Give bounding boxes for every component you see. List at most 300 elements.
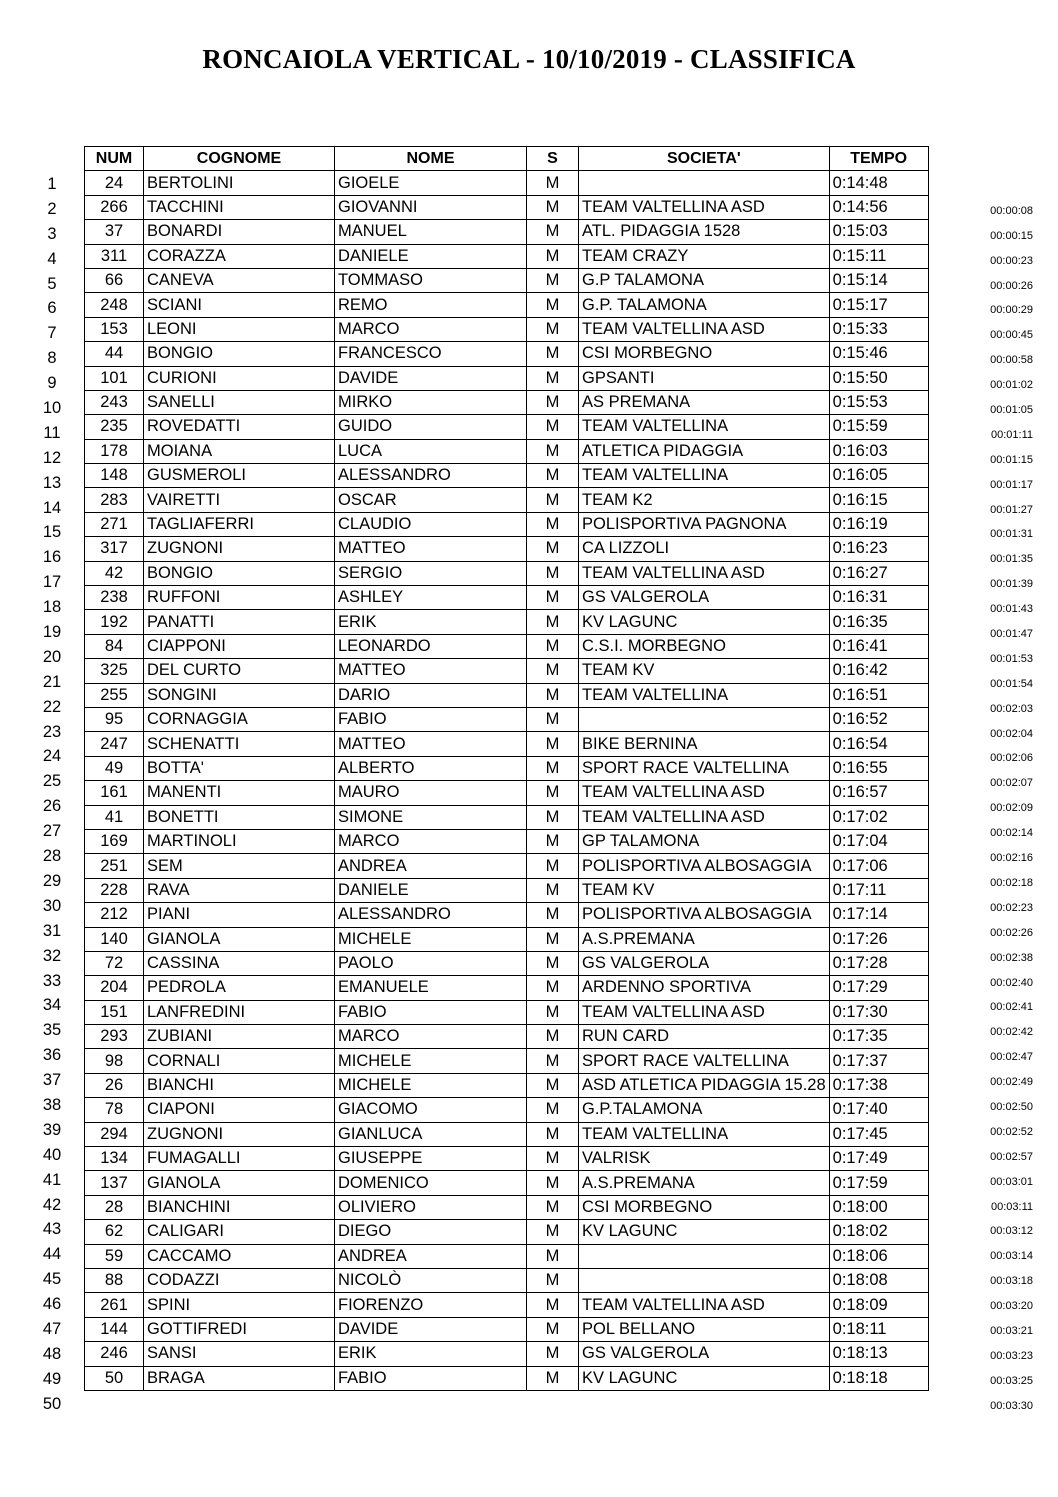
header-nome: NOME (335, 147, 527, 171)
cell-societa: CA LIZZOLI (579, 537, 830, 561)
cell-sesso: M (527, 732, 579, 756)
table-row (85, 439, 929, 463)
table-row (85, 829, 929, 853)
gap-time: 00:01:05 (990, 404, 1033, 417)
cell-tempo: 0:16:23 (829, 537, 928, 561)
position-number: 24 (42, 747, 62, 766)
cell-sesso: M (527, 195, 579, 219)
position-number: 31 (42, 921, 62, 940)
cell-nome: FABIO (335, 1000, 527, 1024)
cell-nome: REMO (335, 293, 527, 317)
table-row (85, 220, 929, 244)
gap-time: 00:01:31 (990, 528, 1033, 541)
cell-cognome: CORAZZA (144, 244, 335, 268)
position-number: 20 (42, 647, 62, 666)
cell-societa: POLISPORTIVA PAGNONA (579, 512, 830, 536)
table-row (85, 1220, 929, 1244)
table-row (85, 854, 929, 878)
header-societa: SOCIETA' (579, 147, 830, 171)
cell-societa (579, 707, 830, 731)
cell-sesso: M (527, 342, 579, 366)
table-row (85, 805, 929, 829)
cell-sesso: M (527, 805, 579, 829)
cell-sesso: M (527, 1244, 579, 1268)
gap-time: 00:01:17 (990, 478, 1033, 491)
cell-sesso: M (527, 366, 579, 390)
gap-time: 00:02:07 (990, 777, 1033, 790)
cell-nome: GUIDO (335, 415, 527, 439)
cell-sesso: M (527, 927, 579, 951)
cell-cognome: GOTTIFREDI (144, 1317, 335, 1341)
cell-sesso: M (527, 1147, 579, 1171)
header-sesso: S (527, 147, 579, 171)
position-number: 50 (42, 1394, 62, 1413)
cell-cognome: CASSINA (144, 951, 335, 975)
cell-societa: G.P TALAMONA (579, 268, 830, 292)
cell-num: 255 (85, 683, 144, 707)
cell-societa: AS PREMANA (579, 390, 830, 414)
cell-tempo: 0:16:54 (829, 732, 928, 756)
position-number: 11 (43, 423, 61, 442)
cell-cognome: RAVA (144, 878, 335, 902)
cell-num: 26 (85, 1073, 144, 1097)
cell-societa: G.P. TALAMONA (579, 293, 830, 317)
gap-time: 00:03:14 (990, 1250, 1033, 1263)
cell-cognome: LEONI (144, 317, 335, 341)
table-row (85, 683, 929, 707)
table-row (85, 1147, 929, 1171)
table-row (85, 488, 929, 512)
cell-nome: MARCO (335, 829, 527, 853)
header-cognome: COGNOME (144, 147, 335, 171)
cell-num: 248 (85, 293, 144, 317)
cell-sesso: M (527, 951, 579, 975)
cell-nome: MARCO (335, 317, 527, 341)
cell-sesso: M (527, 1122, 579, 1146)
cell-sesso: M (527, 976, 579, 1000)
cell-cognome: FUMAGALLI (144, 1147, 335, 1171)
gap-time: 00:02:49 (990, 1076, 1033, 1089)
cell-tempo: 0:17:06 (829, 854, 928, 878)
table-row (85, 951, 929, 975)
cell-societa: VALRISK (579, 1147, 830, 1171)
cell-cognome: CIAPPONI (144, 634, 335, 658)
cell-sesso: M (527, 586, 579, 610)
cell-num: 311 (85, 244, 144, 268)
cell-societa: TEAM VALTELLINA ASD (579, 561, 830, 585)
header-tempo: TEMPO (829, 147, 928, 171)
cell-sesso: M (527, 293, 579, 317)
cell-societa: POLISPORTIVA ALBOSAGGIA (579, 854, 830, 878)
table-row (85, 512, 929, 536)
gap-time: 00:01:02 (990, 379, 1033, 392)
gap-time: 00:02:50 (990, 1100, 1033, 1113)
cell-tempo: 0:14:56 (829, 195, 928, 219)
cell-num: 271 (85, 512, 144, 536)
cell-num: 283 (85, 488, 144, 512)
cell-nome: DARIO (335, 683, 527, 707)
position-number: 23 (42, 722, 62, 741)
cell-societa: SPORT RACE VALTELLINA (579, 756, 830, 780)
cell-cognome: SANELLI (144, 390, 335, 414)
cell-cognome: SCIANI (144, 293, 335, 317)
gap-column (930, 146, 1058, 1417)
cell-nome: FRANCESCO (335, 342, 527, 366)
cell-sesso: M (527, 756, 579, 780)
cell-nome: DAVIDE (335, 366, 527, 390)
table-row (85, 878, 929, 902)
table-row (85, 171, 929, 195)
cell-sesso: M (527, 903, 579, 927)
position-number: 44 (42, 1245, 62, 1264)
cell-tempo: 0:17:38 (829, 1073, 928, 1097)
results-table (84, 146, 929, 1391)
table-row (85, 464, 929, 488)
cell-cognome: BONARDI (144, 220, 335, 244)
cell-sesso: M (527, 1366, 579, 1390)
gap-time: 00:01:54 (990, 677, 1033, 690)
position-column (0, 146, 84, 1417)
cell-cognome: ZUGNONI (144, 537, 335, 561)
cell-num: 49 (85, 756, 144, 780)
position-number: 7 (47, 324, 57, 343)
cell-cognome: TACCHINI (144, 195, 335, 219)
cell-cognome: CORNALI (144, 1049, 335, 1073)
cell-nome: GIUSEPPE (335, 1147, 527, 1171)
gap-time: 00:00:08 (990, 204, 1033, 217)
cell-tempo: 0:17:28 (829, 951, 928, 975)
cell-num: 59 (85, 1244, 144, 1268)
cell-sesso: M (527, 1220, 579, 1244)
cell-tempo: 0:17:59 (829, 1171, 928, 1195)
cell-societa: POLISPORTIVA ALBOSAGGIA (579, 903, 830, 927)
table-row (85, 634, 929, 658)
table-row (85, 1244, 929, 1268)
cell-num: 261 (85, 1293, 144, 1317)
cell-sesso: M (527, 171, 579, 195)
gap-time: 00:01:35 (990, 553, 1033, 566)
cell-tempo: 0:16:42 (829, 659, 928, 683)
cell-nome: MIRKO (335, 390, 527, 414)
cell-num: 24 (85, 171, 144, 195)
cell-cognome: SCHENATTI (144, 732, 335, 756)
cell-num: 251 (85, 854, 144, 878)
cell-societa: C.S.I. MORBEGNO (579, 634, 830, 658)
cell-num: 144 (85, 1317, 144, 1341)
cell-nome: ANDREA (335, 854, 527, 878)
cell-num: 44 (85, 342, 144, 366)
cell-nome: NICOLÒ (335, 1268, 527, 1292)
cell-societa: TEAM VALTELLINA ASD (579, 1000, 830, 1024)
cell-tempo: 0:16:19 (829, 512, 928, 536)
cell-societa: TEAM VALTELLINA (579, 683, 830, 707)
cell-societa: GPSANTI (579, 366, 830, 390)
cell-num: 95 (85, 707, 144, 731)
cell-tempo: 0:17:02 (829, 805, 928, 829)
cell-nome: ALESSANDRO (335, 903, 527, 927)
cell-nome: SERGIO (335, 561, 527, 585)
table-row (85, 366, 929, 390)
gap-time: 00:00:15 (990, 229, 1033, 242)
gap-time: 00:01:39 (990, 578, 1033, 591)
cell-societa: TEAM KV (579, 878, 830, 902)
cell-cognome: BONGIO (144, 561, 335, 585)
position-number: 29 (42, 871, 62, 890)
cell-sesso: M (527, 1268, 579, 1292)
cell-num: 325 (85, 659, 144, 683)
cell-societa: TEAM CRAZY (579, 244, 830, 268)
cell-num: 72 (85, 951, 144, 975)
position-header-spacer (0, 146, 84, 172)
cell-tempo: 0:16:52 (829, 707, 928, 731)
cell-nome: CLAUDIO (335, 512, 527, 536)
cell-nome: DANIELE (335, 244, 527, 268)
cell-num: 235 (85, 415, 144, 439)
cell-tempo: 0:18:18 (829, 1366, 928, 1390)
cell-nome: ERIK (335, 1342, 527, 1366)
cell-nome: GIOVANNI (335, 195, 527, 219)
cell-num: 293 (85, 1025, 144, 1049)
cell-societa: TEAM VALTELLINA ASD (579, 805, 830, 829)
position-number: 46 (42, 1295, 62, 1314)
gap-time: 00:03:21 (990, 1324, 1033, 1337)
cell-societa: KV LAGUNC (579, 1220, 830, 1244)
cell-cognome: SEM (144, 854, 335, 878)
table-row (85, 659, 929, 683)
cell-tempo: 0:18:02 (829, 1220, 928, 1244)
gap-time: 00:02:57 (990, 1150, 1033, 1163)
cell-sesso: M (527, 829, 579, 853)
cell-nome: ANDREA (335, 1244, 527, 1268)
position-number: 40 (42, 1145, 62, 1164)
position-number: 21 (42, 672, 62, 691)
cell-tempo: 0:17:37 (829, 1049, 928, 1073)
table-row (85, 537, 929, 561)
cell-societa: POL BELLANO (579, 1317, 830, 1341)
table-row (85, 1293, 929, 1317)
table-row (85, 756, 929, 780)
table-row (85, 1049, 929, 1073)
cell-num: 62 (85, 1220, 144, 1244)
cell-cognome: BIANCHINI (144, 1195, 335, 1219)
gap-time: 00:03:18 (990, 1275, 1033, 1288)
cell-num: 161 (85, 781, 144, 805)
cell-num: 37 (85, 220, 144, 244)
cell-cognome: LANFREDINI (144, 1000, 335, 1024)
cell-tempo: 0:17:49 (829, 1147, 928, 1171)
cell-nome: FABIO (335, 1366, 527, 1390)
cell-nome: MANUEL (335, 220, 527, 244)
gap-time: 00:02:40 (990, 976, 1033, 989)
cell-tempo: 0:16:15 (829, 488, 928, 512)
cell-cognome: DEL CURTO (144, 659, 335, 683)
cell-tempo: 0:18:00 (829, 1195, 928, 1219)
cell-societa: SPORT RACE VALTELLINA (579, 1049, 830, 1073)
cell-societa: ARDENNO SPORTIVA (579, 976, 830, 1000)
header-row (85, 147, 929, 171)
cell-nome: SIMONE (335, 805, 527, 829)
position-number: 47 (42, 1319, 62, 1338)
cell-societa (579, 1268, 830, 1292)
gap-time: 00:00:26 (990, 279, 1033, 292)
cell-societa: G.P.TALAMONA (579, 1098, 830, 1122)
table-row (85, 610, 929, 634)
page-title: RONCAIOLA VERTICAL - 10/10/2019 - CLASSIFICA (202, 44, 856, 74)
gap-time: 00:02:38 (990, 951, 1033, 964)
gap-time: 00:03:25 (990, 1374, 1033, 1387)
cell-cognome: ROVEDATTI (144, 415, 335, 439)
table-row (85, 732, 929, 756)
cell-nome: ERIK (335, 610, 527, 634)
position-number: 48 (42, 1344, 62, 1363)
cell-tempo: 0:16:03 (829, 439, 928, 463)
cell-cognome: SONGINI (144, 683, 335, 707)
cell-cognome: VAIRETTI (144, 488, 335, 512)
cell-cognome: MOIANA (144, 439, 335, 463)
position-number: 18 (42, 598, 62, 617)
position-number: 34 (42, 996, 62, 1015)
cell-num: 134 (85, 1147, 144, 1171)
position-number: 30 (42, 896, 62, 915)
gap-time: 00:03:01 (990, 1175, 1033, 1188)
cell-nome: ASHLEY (335, 586, 527, 610)
table-row (85, 390, 929, 414)
table-row (85, 561, 929, 585)
table-row (85, 707, 929, 731)
cell-sesso: M (527, 488, 579, 512)
cell-num: 42 (85, 561, 144, 585)
position-number: 22 (42, 697, 62, 716)
cell-tempo: 0:18:06 (829, 1244, 928, 1268)
cell-nome: MATTEO (335, 659, 527, 683)
table-row (85, 317, 929, 341)
cell-sesso: M (527, 512, 579, 536)
position-number: 42 (42, 1195, 62, 1214)
cell-cognome: SANSI (144, 1342, 335, 1366)
position-number: 4 (47, 249, 57, 268)
cell-num: 88 (85, 1268, 144, 1292)
cell-tempo: 0:17:04 (829, 829, 928, 853)
cell-cognome: BONETTI (144, 805, 335, 829)
cell-tempo: 0:15:53 (829, 390, 928, 414)
cell-tempo: 0:18:13 (829, 1342, 928, 1366)
cell-societa: TEAM VALTELLINA (579, 464, 830, 488)
cell-tempo: 0:16:41 (829, 634, 928, 658)
cell-num: 41 (85, 805, 144, 829)
table-row (85, 1000, 929, 1024)
position-number: 15 (42, 523, 62, 542)
table-row (85, 244, 929, 268)
gap-time: 00:03:20 (990, 1300, 1033, 1313)
cell-cognome: ZUGNONI (144, 1122, 335, 1146)
gap-time: 00:00:58 (990, 354, 1033, 367)
cell-num: 50 (85, 1366, 144, 1390)
position-number: 37 (42, 1071, 62, 1090)
cell-tempo: 0:17:45 (829, 1122, 928, 1146)
cell-nome: EMANUELE (335, 976, 527, 1000)
cell-cognome: BONGIO (144, 342, 335, 366)
gap-time: 00:00:45 (990, 329, 1033, 342)
table-row (85, 415, 929, 439)
cell-societa: BIKE BERNINA (579, 732, 830, 756)
cell-num: 28 (85, 1195, 144, 1219)
table-row (85, 1122, 929, 1146)
cell-tempo: 0:17:30 (829, 1000, 928, 1024)
cell-nome: FIORENZO (335, 1293, 527, 1317)
cell-sesso: M (527, 610, 579, 634)
cell-nome: DOMENICO (335, 1171, 527, 1195)
cell-cognome: CURIONI (144, 366, 335, 390)
cell-nome: FABIO (335, 707, 527, 731)
cell-cognome: GUSMEROLI (144, 464, 335, 488)
cell-num: 101 (85, 366, 144, 390)
cell-sesso: M (527, 1098, 579, 1122)
cell-sesso: M (527, 1342, 579, 1366)
table-row (85, 586, 929, 610)
cell-sesso: M (527, 1171, 579, 1195)
cell-nome: DANIELE (335, 878, 527, 902)
position-number: 39 (42, 1120, 62, 1139)
position-number: 6 (47, 299, 57, 318)
cell-nome: MATTEO (335, 732, 527, 756)
cell-tempo: 0:15:59 (829, 415, 928, 439)
cell-sesso: M (527, 537, 579, 561)
cell-societa: CSI MORBEGNO (579, 342, 830, 366)
cell-societa: ASD ATLETICA PIDAGGIA 15.28 (579, 1073, 830, 1097)
cell-tempo: 0:16:31 (829, 586, 928, 610)
cell-societa: KV LAGUNC (579, 1366, 830, 1390)
cell-societa: TEAM VALTELLINA (579, 1122, 830, 1146)
cell-num: 212 (85, 903, 144, 927)
position-number: 9 (47, 374, 57, 393)
table-row (85, 927, 929, 951)
table-row (85, 1195, 929, 1219)
cell-nome: MARCO (335, 1025, 527, 1049)
position-number: 12 (42, 448, 62, 467)
header-num: NUM (85, 147, 144, 171)
gap-time: 00:03:11 (990, 1200, 1033, 1213)
cell-cognome: BERTOLINI (144, 171, 335, 195)
cell-cognome: CALIGARI (144, 1220, 335, 1244)
cell-tempo: 0:15:11 (829, 244, 928, 268)
cell-num: 192 (85, 610, 144, 634)
cell-tempo: 0:18:11 (829, 1317, 928, 1341)
gap-time: 00:01:47 (990, 628, 1033, 641)
gap-time: 00:00:29 (990, 304, 1033, 317)
position-number: 45 (42, 1270, 62, 1289)
cell-cognome: RUFFONI (144, 586, 335, 610)
cell-sesso: M (527, 1293, 579, 1317)
cell-nome: MICHELE (335, 1049, 527, 1073)
table-row (85, 1317, 929, 1341)
position-number: 38 (42, 1095, 62, 1114)
table-row (85, 1171, 929, 1195)
cell-sesso: M (527, 268, 579, 292)
cell-nome: DAVIDE (335, 1317, 527, 1341)
cell-societa: TEAM KV (579, 659, 830, 683)
cell-cognome: CACCAMO (144, 1244, 335, 1268)
cell-num: 243 (85, 390, 144, 414)
table-row (85, 293, 929, 317)
table-row (85, 195, 929, 219)
cell-cognome: MARTINOLI (144, 829, 335, 853)
position-number: 33 (42, 971, 62, 990)
cell-tempo: 0:14:48 (829, 171, 928, 195)
cell-sesso: M (527, 683, 579, 707)
cell-num: 151 (85, 1000, 144, 1024)
cell-nome: LEONARDO (335, 634, 527, 658)
cell-tempo: 0:16:55 (829, 756, 928, 780)
